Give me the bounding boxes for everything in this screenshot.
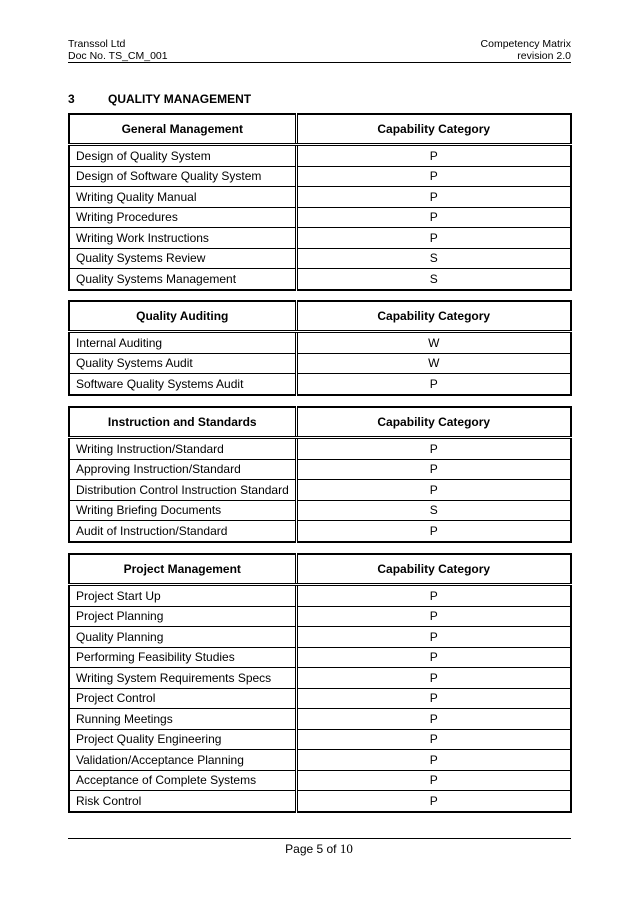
table-header-row	[69, 554, 571, 585]
table-heading: Instruction and Standards	[69, 407, 296, 438]
capability-category-heading: Capability Category	[296, 114, 571, 145]
competency-item: Performing Feasibility Studies	[69, 647, 296, 668]
quality-auditing-table	[68, 300, 572, 396]
table-row	[69, 353, 571, 374]
capability-value: P	[296, 228, 571, 249]
competency-item: Running Meetings	[69, 709, 296, 730]
table-row	[69, 228, 571, 249]
competency-item: Project Planning	[69, 606, 296, 627]
document-number: Doc No. TS_CM_001	[68, 50, 168, 62]
capability-value: P	[296, 374, 571, 395]
table-row	[69, 668, 571, 689]
header-right	[481, 38, 571, 62]
capability-value: P	[296, 750, 571, 771]
competency-item: Audit of Instruction/Standard	[69, 521, 296, 542]
capability-value: W	[296, 332, 571, 354]
company-name: Transsol Ltd	[68, 38, 126, 50]
competency-item: Writing Briefing Documents	[69, 500, 296, 521]
table-row	[69, 145, 571, 167]
capability-value: P	[296, 166, 571, 187]
page-total: 10	[339, 841, 353, 856]
table-header-row	[69, 407, 571, 438]
capability-value: S	[296, 500, 571, 521]
page-label: Page 5 of	[285, 842, 340, 856]
table-heading: Project Management	[69, 554, 296, 585]
capability-value: P	[296, 647, 571, 668]
table-row	[69, 459, 571, 480]
competency-item: Project Control	[69, 688, 296, 709]
section-heading	[68, 92, 251, 106]
competency-item: Quality Systems Audit	[69, 353, 296, 374]
table-row	[69, 606, 571, 627]
capability-value: P	[296, 791, 571, 812]
table-header-row	[69, 114, 571, 145]
section-number: 3	[68, 92, 75, 106]
competency-item: Acceptance of Complete Systems	[69, 770, 296, 791]
capability-category-heading: Capability Category	[296, 407, 571, 438]
competency-item: Validation/Acceptance Planning	[69, 750, 296, 771]
capability-value: P	[296, 770, 571, 791]
capability-value: P	[296, 668, 571, 689]
competency-item: Design of Quality System	[69, 145, 296, 167]
table-row	[69, 585, 571, 607]
capability-value: S	[296, 248, 571, 269]
project-management-table	[68, 553, 572, 813]
table-heading: General Management	[69, 114, 296, 145]
competency-item: Writing Work Instructions	[69, 228, 296, 249]
competency-item: Design of Software Quality System	[69, 166, 296, 187]
competency-item: Internal Auditing	[69, 332, 296, 354]
capability-value: S	[296, 269, 571, 290]
table-row	[69, 521, 571, 542]
table-heading: Quality Auditing	[69, 301, 296, 332]
capability-value: P	[296, 459, 571, 480]
competency-item: Project Quality Engineering	[69, 729, 296, 750]
document-title: Competency Matrix	[480, 38, 571, 50]
capability-category-heading: Capability Category	[296, 301, 571, 332]
table-row	[69, 438, 571, 460]
header-left	[68, 38, 168, 62]
instruction-standards-table	[68, 406, 572, 543]
capability-value: P	[296, 606, 571, 627]
general-management-table	[68, 113, 572, 291]
capability-value: P	[296, 480, 571, 501]
competency-item: Quality Systems Management	[69, 269, 296, 290]
table-row	[69, 770, 571, 791]
capability-value: P	[296, 187, 571, 208]
competency-item: Approving Instruction/Standard	[69, 459, 296, 480]
competency-item: Quality Planning	[69, 627, 296, 648]
footer-rule	[68, 838, 571, 839]
competency-item: Quality Systems Review	[69, 248, 296, 269]
capability-value: P	[296, 145, 571, 167]
capability-value: W	[296, 353, 571, 374]
table-row	[69, 500, 571, 521]
document-revision: revision 2.0	[517, 50, 571, 62]
table-row	[69, 647, 571, 668]
table-row	[69, 269, 571, 290]
table-row	[69, 374, 571, 395]
table-row	[69, 248, 571, 269]
competency-item: Software Quality Systems Audit	[69, 374, 296, 395]
capability-value: P	[296, 521, 571, 542]
capability-value: P	[296, 438, 571, 460]
competency-item: Writing System Requirements Specs	[69, 668, 296, 689]
page-header	[68, 38, 571, 63]
competency-item: Writing Procedures	[69, 207, 296, 228]
table-row	[69, 750, 571, 771]
table-row	[69, 627, 571, 648]
competency-item: Risk Control	[69, 791, 296, 812]
capability-value: P	[296, 207, 571, 228]
table-row	[69, 187, 571, 208]
capability-value: P	[296, 688, 571, 709]
table-row	[69, 480, 571, 501]
table-row	[69, 791, 571, 812]
page-footer	[0, 842, 638, 856]
table-row	[69, 729, 571, 750]
table-row	[69, 332, 571, 354]
competency-item: Distribution Control Instruction Standard	[69, 480, 296, 501]
table-row	[69, 688, 571, 709]
table-row	[69, 709, 571, 730]
table-row	[69, 207, 571, 228]
capability-category-heading: Capability Category	[296, 554, 571, 585]
capability-value: P	[296, 585, 571, 607]
table-row	[69, 166, 571, 187]
capability-value: P	[296, 709, 571, 730]
table-header-row	[69, 301, 571, 332]
competency-item: Project Start Up	[69, 585, 296, 607]
competency-item: Writing Instruction/Standard	[69, 438, 296, 460]
section-title: QUALITY MANAGEMENT	[108, 92, 252, 106]
capability-value: P	[296, 729, 571, 750]
competency-item: Writing Quality Manual	[69, 187, 296, 208]
capability-value: P	[296, 627, 571, 648]
